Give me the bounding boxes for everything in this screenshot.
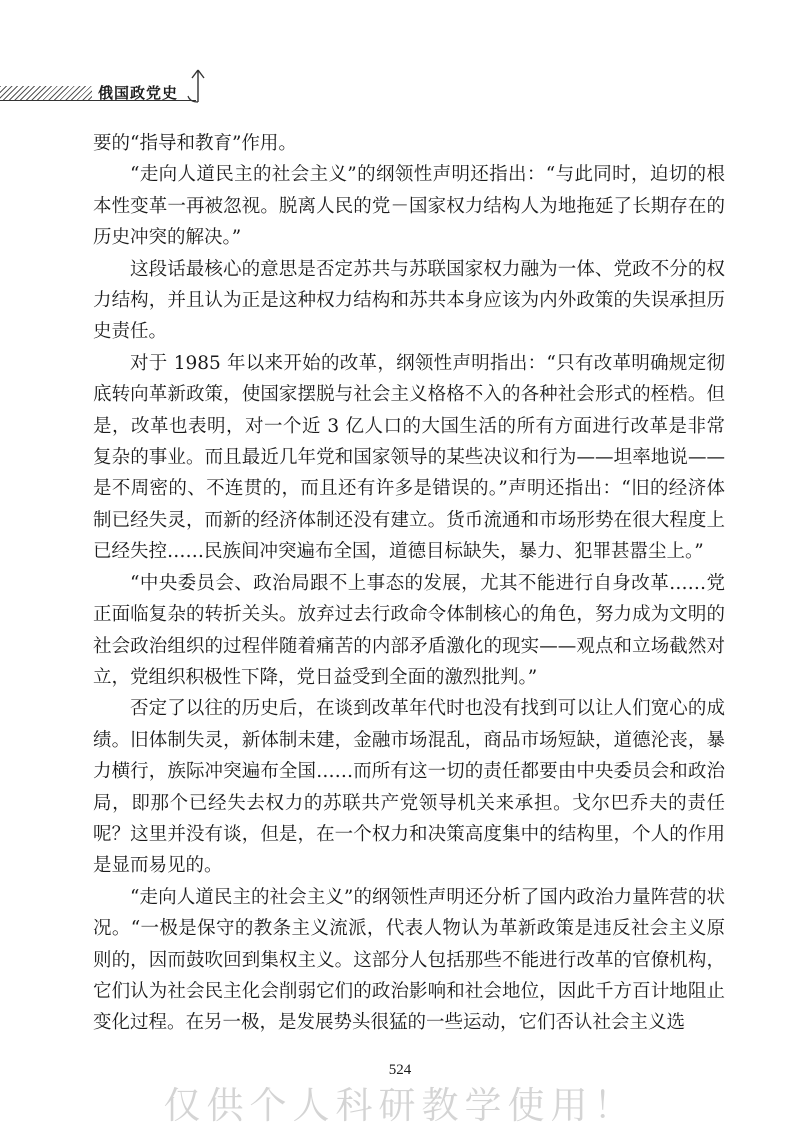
paragraph: “走向人道民主的社会主义”的纲领性声明还指出：“与此同时，迫切的根本性变革一再被忽视。脱离人民的党－国家权力结构人为地拖延了长期存在的历史冲突的解决。” (93, 164, 725, 249)
paragraph: 否定了以往的历史后，在谈到改革年代时也没有找到可以让人们宽心的成绩。旧体制失灵，新体制未建，金融市场混乱，商品市场短缺，道德沦丧，暴力横行，族际冲突遍布全国……而所有这一切的责任都要由中央委员会和政治局，即那个已经失去权力的苏联共产党领导机关来承担。戈尔巴乔夫的责任呢？这里并没有谈，但是，在一个权力和决策高度集中的结构里，个人的作用是显而易见的。 (93, 698, 725, 877)
paragraph: “走向人道民主的社会主义”的纲领性声明还分析了国内政治力量阵营的状况。“一极是保守的教条主义流派，代表人物认为革新政策是违反社会主义原则的，因而鼓吹回到集权主义。这部分人包括那些不能进行改革的官僚机构，它们认为社会民主化会削弱它们的政治影响和社会地位，因此千方百计地阻止变化过程。在另一极，是发展势头很猛的一些运动，它们否认社会主义选 (93, 886, 725, 1034)
paragraph: 要的“指导和教育”作用。 (93, 133, 297, 154)
running-header (0, 62, 220, 108)
paragraph: “中央委员会、政治局跟不上事态的发展，尤其不能进行自身改革……党正面临复杂的转折关头。放弃过去行政命令体制核心的角色，努力成为文明的社会政治组织的过程伴随着痛苦的内部矛盾激化的现实——观点和立场截然对立，党组织积极性下降，党日益受到全面的激烈批判。” (93, 572, 725, 688)
arrow-up-icon (186, 66, 210, 104)
book-title: 俄国政党史 (98, 84, 179, 102)
page-number: 524 (388, 1062, 412, 1078)
paragraph: 对于 1985 年以来开始的改革，纲领性声明指出：“只有改革明确规定彻底转向革新政策，使国家摆脱与社会主义格格不入的各种社会形式的桎梏。但是，改革也表明，对一个近 3 亿人口的大国生活的所有方面进行改革是非常复杂的事业。而且最近几年党和国家领导的某些决议和行为——坦率地说——是不周密的、不连贯的，而且还有许多是错误的。”声明还指出：“旧的经济体制已经失灵，而新的经济体制还没有建立。货币流通和市场形势在很大程度上已经失控……民族间冲突遍布全国，道德目标缺失，暴力、犯罪甚嚣尘上。” (93, 352, 725, 563)
watermark: 仅供个人科研教学使用！ (163, 1084, 637, 1127)
body-text (93, 128, 725, 1039)
header-stripe-decoration (0, 86, 92, 100)
paragraph: 这段话最核心的意思是否定苏共与苏联国家权力融为一体、党政不分的权力结构，并且认为正是这种权力结构和苏共本身应该为内外政策的失误承担历史责任。 (93, 258, 725, 343)
